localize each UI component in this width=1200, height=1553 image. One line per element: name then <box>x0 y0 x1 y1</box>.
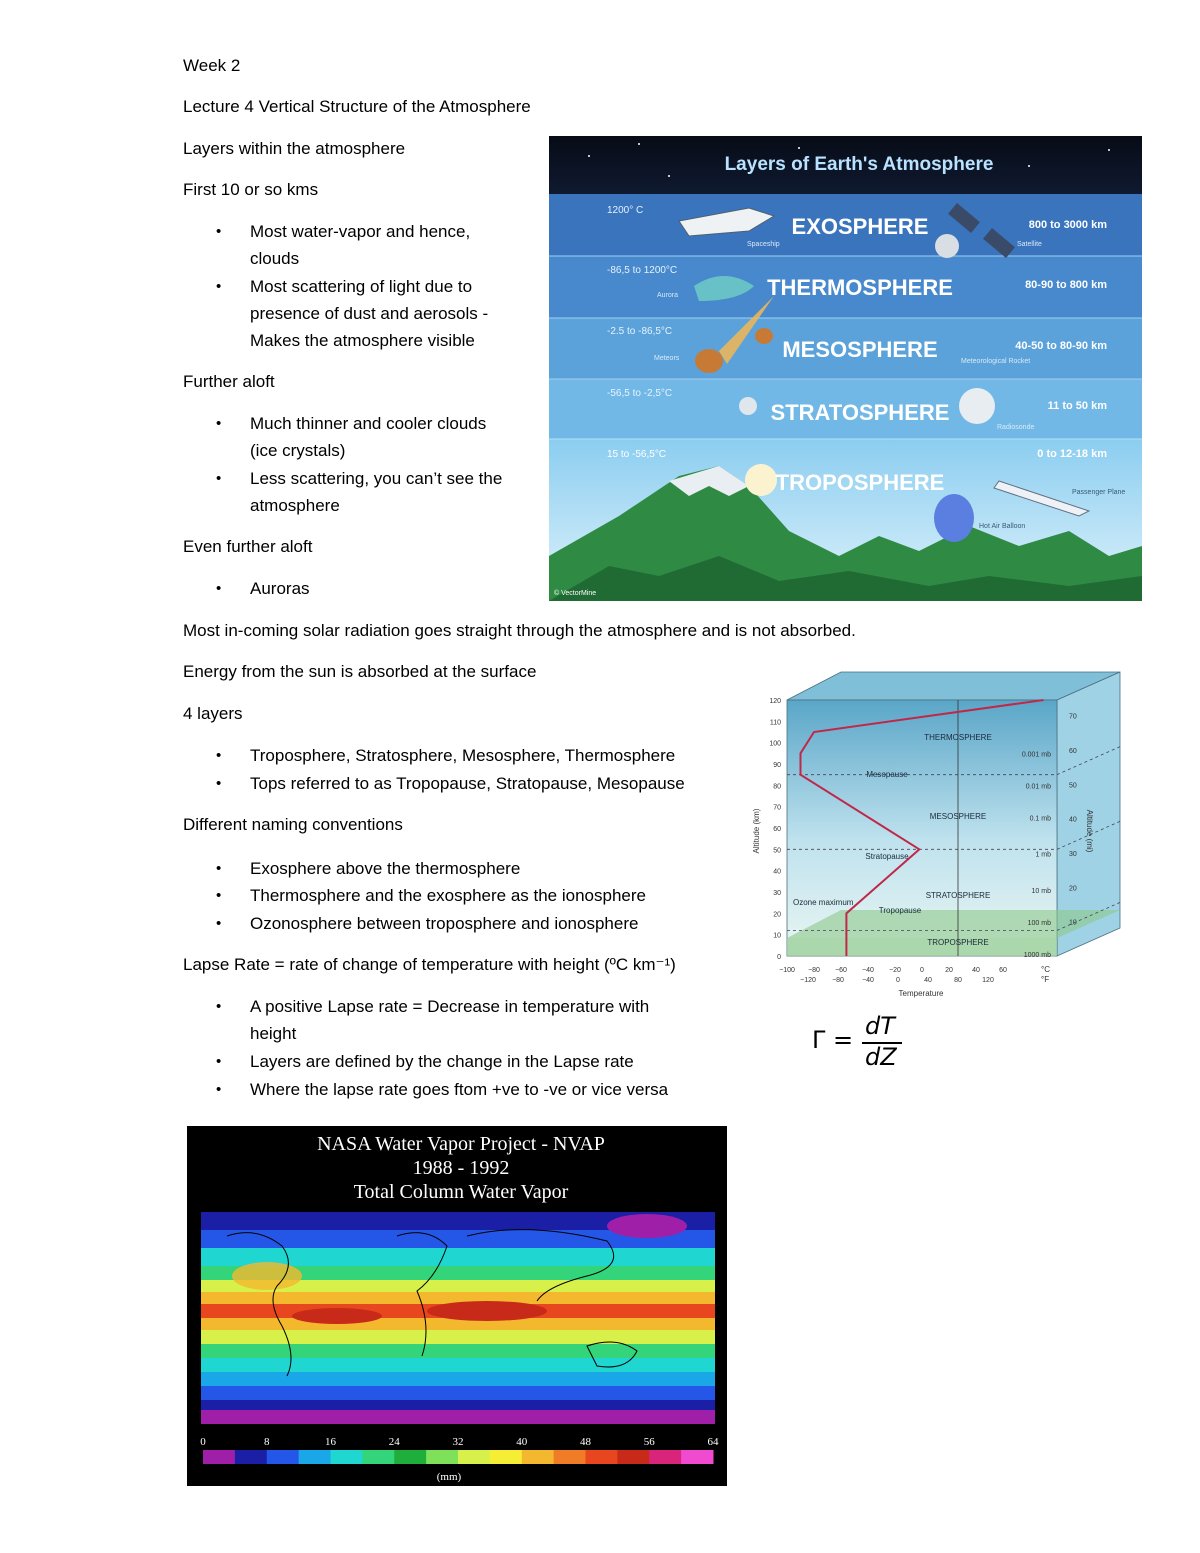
y-tick-label: 80 <box>773 783 781 791</box>
y-tick-label: 10 <box>773 932 781 940</box>
layer-temp: -86,5 to 1200°C <box>607 265 678 276</box>
layer-range: 40-50 to 80-90 km <box>1015 340 1107 352</box>
x-tick-label-f: −120 <box>800 977 816 984</box>
layers-within-heading: Layers within the atmosphere <box>183 139 406 158</box>
layer-temp: 1200° C <box>607 205 644 216</box>
x-tick-label: 40 <box>972 967 980 974</box>
axis-label: Altitude (km) <box>752 808 761 854</box>
further-heading: Further aloft <box>183 372 275 391</box>
right-tick-label: 10 <box>1069 919 1077 927</box>
x-tick-label-f: 120 <box>982 977 994 984</box>
map-subtitle: 1988 - 1992 <box>412 1157 510 1179</box>
water-vapor-map-figure <box>187 1126 727 1486</box>
bullet-text: Less scattering, you can’t see the <box>250 469 503 488</box>
colorbar-tick-label: 40 <box>516 1436 528 1448</box>
colorbar-swatch <box>426 1450 458 1464</box>
layer-label: TROPOSPHERE <box>927 938 989 947</box>
colorbar-unit: (mm) <box>436 1471 462 1483</box>
colorbar-swatch <box>331 1450 363 1464</box>
bullet-dot: • <box>216 998 222 1015</box>
colorbar-swatch <box>299 1450 331 1464</box>
layer-label: STRATOSPHERE <box>925 891 991 900</box>
x-tick-label-f: −40 <box>862 977 874 984</box>
ozone-label: Ozone maximum <box>793 898 854 907</box>
colorbar-tick-label: 32 <box>452 1436 464 1448</box>
bullet-text: Most water-vapor and hence, <box>250 222 471 241</box>
bullet-dot: • <box>216 580 222 597</box>
bullet-text: Auroras <box>250 579 310 598</box>
colorbar-swatch <box>362 1450 394 1464</box>
y-tick-label: 40 <box>773 868 781 876</box>
x-tick-label: 60 <box>999 967 1007 974</box>
y-tick-label: 20 <box>773 911 781 919</box>
pressure-label: 0.01 mb <box>1025 783 1051 791</box>
layer-range: 80-90 to 800 km <box>1025 279 1107 291</box>
unit-label: °C <box>1041 965 1050 974</box>
credit-text: © VectorMine <box>554 590 597 597</box>
layer-name: THERMOSPHERE <box>767 275 953 300</box>
figure-title: Layers of Earth's Atmosphere <box>724 154 994 175</box>
lecture-title: Lecture 4 Vertical Structure of the Atmosphere <box>183 97 531 116</box>
x-tick-label-f: 80 <box>954 977 962 984</box>
bullet-dot: • <box>216 415 222 432</box>
temperature-profile-figure <box>745 668 1125 1003</box>
layer-temp: -56,5 to -2,5°C <box>607 388 673 399</box>
colorbar-tick-label: 24 <box>388 1436 400 1448</box>
colorbar-swatch <box>649 1450 681 1464</box>
colorbar-swatch <box>522 1450 554 1464</box>
unit-label: °F <box>1041 975 1050 984</box>
bullet-text: Ozonosphere between troposphere and ionosphere <box>250 914 639 933</box>
week-heading: Week 2 <box>183 56 241 75</box>
layer-name: EXOSPHERE <box>791 214 929 239</box>
colorbar-swatch <box>235 1450 267 1464</box>
y-tick-label: 0 <box>777 954 781 961</box>
colorbar-swatch <box>586 1450 618 1464</box>
bullet-dot: • <box>216 470 222 487</box>
bullet-dot: • <box>216 223 222 240</box>
colorbar-swatch <box>617 1450 649 1464</box>
x-tick-label: −60 <box>835 967 847 974</box>
bullet-text: Exosphere above the thermosphere <box>250 859 521 878</box>
colorbar-swatch <box>203 1450 235 1464</box>
bullet-text: atmosphere <box>250 496 340 515</box>
y-tick-label: 110 <box>769 719 781 727</box>
bullet-dot: • <box>216 278 222 295</box>
bullet-text: Troposphere, Stratosphere, Mesosphere, Thermosphere <box>250 746 676 765</box>
bullet-text: A positive Lapse rate = Decrease in temperature with <box>250 997 650 1016</box>
layer-temp: -2.5 to -86,5°C <box>607 326 673 337</box>
formula-denominator: dZ <box>865 1043 897 1071</box>
object-label: Spaceship <box>747 241 780 248</box>
lapse-rate-formula <box>808 1010 918 1076</box>
y-tick-label: 30 <box>773 890 781 897</box>
right-tick-label: 60 <box>1069 748 1077 756</box>
colorbar-tick-label: 8 <box>264 1436 270 1448</box>
y-tick-label: 50 <box>773 847 781 855</box>
energy-text: Energy from the sun is absorbed at the surface <box>183 662 537 681</box>
object-label: Aurora <box>657 292 679 299</box>
colorbar-swatch <box>267 1450 299 1464</box>
bullet-dot: • <box>216 915 222 932</box>
x-tick-label: −100 <box>779 967 795 974</box>
layer-name: MESOSPHERE <box>782 337 938 362</box>
x-tick-label-f: 40 <box>924 977 932 984</box>
atmosphere-layers-figure <box>549 136 1142 601</box>
layer-label: THERMOSPHERE <box>924 733 992 742</box>
pressure-label: 10 mb <box>1031 887 1051 895</box>
map-subtitle: Total Column Water Vapor <box>353 1181 569 1203</box>
right-tick-label: 30 <box>1069 851 1077 859</box>
x-tick-label-f: −80 <box>832 977 844 984</box>
right-tick-label: 40 <box>1069 816 1077 824</box>
bullet-dot: • <box>216 747 222 764</box>
layer-label: Tropopause <box>878 906 922 915</box>
x-tick-label: −80 <box>808 967 820 974</box>
layer-range: 800 to 3000 km <box>1028 219 1107 231</box>
layer-range: 0 to 12-18 km <box>1037 448 1107 460</box>
bullet-text: (ice crystals) <box>250 441 346 460</box>
colorbar-tick-label: 16 <box>325 1436 336 1448</box>
colorbar-swatch <box>681 1450 713 1464</box>
layer-label: Mesopause <box>866 770 908 779</box>
layer-label: Stratopause <box>865 852 909 861</box>
object-label: Radiosonde <box>997 424 1035 431</box>
colorbar-swatch <box>458 1450 490 1464</box>
right-tick-label: 20 <box>1069 885 1077 893</box>
colorbar-swatch <box>490 1450 522 1464</box>
bullet-text: Most scattering of light due to <box>250 277 473 296</box>
colorbar-swatch <box>554 1450 586 1464</box>
y-tick-label: 100 <box>769 740 781 748</box>
bullet-dot: • <box>216 860 222 877</box>
layer-name: STRATOSPHERE <box>770 400 950 425</box>
pressure-label: 100 mb <box>1027 919 1051 927</box>
object-label: Passenger Plane <box>1072 489 1126 496</box>
naming-heading: Different naming conventions <box>183 815 403 834</box>
bullet-text: Much thinner and cooler clouds <box>250 414 487 433</box>
layer-label: MESOSPHERE <box>929 812 987 821</box>
bullet-text: presence of dust and aerosols - <box>250 304 489 323</box>
x-tick-label: −20 <box>889 967 901 974</box>
bullet-dot: • <box>216 1081 222 1098</box>
layer-range: 11 to 50 km <box>1047 400 1107 412</box>
pressure-label: 1 mb <box>1035 851 1051 859</box>
colorbar-tick-label: 48 <box>580 1436 591 1448</box>
colorbar-swatch <box>394 1450 426 1464</box>
even-further-heading: Even further aloft <box>183 537 313 556</box>
layer-temp: 15 to -56,5°C <box>607 449 667 460</box>
axis-label: Altitude (mi) <box>1085 809 1094 853</box>
formula-lhs: Γ = <box>812 1026 854 1054</box>
right-tick-label: 70 <box>1069 713 1077 721</box>
x-tick-label: −40 <box>862 967 874 974</box>
bullet-text: Where the lapse rate goes ftom +ve to -ve or vice versa <box>250 1080 669 1099</box>
bullet-text: clouds <box>250 249 300 268</box>
x-tick-label: 0 <box>920 967 924 974</box>
bullet-text: Layers are defined by the change in the Lapse rate <box>250 1052 634 1071</box>
object-label: Satellite <box>1017 241 1042 248</box>
four-layers-heading: 4 layers <box>183 704 243 723</box>
formula-numerator: dT <box>865 1012 895 1040</box>
x-tick-label: 20 <box>945 967 953 974</box>
first10-heading: First 10 or so kms <box>183 180 319 199</box>
object-label: Meteors <box>654 355 680 362</box>
colorbar-tick-label: 56 <box>643 1436 655 1448</box>
bullet-text: Thermosphere and the exosphere as the ionosphere <box>250 886 646 905</box>
object-label: Meteorological Rocket <box>961 358 1031 365</box>
bullet-text: Makes the atmosphere visible <box>250 331 475 350</box>
y-tick-label: 60 <box>773 826 781 833</box>
bullet-dot: • <box>216 1053 222 1070</box>
pressure-label: 1000 mb <box>1023 952 1051 959</box>
bullet-text: height <box>250 1024 297 1043</box>
right-tick-label: 50 <box>1069 782 1077 790</box>
y-tick-label: 90 <box>773 762 781 769</box>
y-tick-label: 70 <box>773 804 781 812</box>
x-tick-label-f: 0 <box>896 977 900 984</box>
bullet-dot: • <box>216 887 222 904</box>
bullet-text: Tops referred to as Tropopause, Stratopause, Mesopause <box>250 774 685 793</box>
axis-label: Temperature <box>898 989 944 998</box>
object-label: Hot Air Balloon <box>979 523 1026 530</box>
layer-name: TROPOSPHERE <box>775 470 945 495</box>
solar-text: Most in-coming solar radiation goes straight through the atmosphere and is not absorbed. <box>183 621 856 640</box>
colorbar-tick-label: 0 <box>200 1436 206 1448</box>
lapse-rate-heading: Lapse Rate = rate of change of temperature with height (ºC km⁻¹) <box>183 955 676 974</box>
pressure-label: 0.1 mb <box>1029 815 1051 823</box>
map-title: NASA Water Vapor Project - NVAP <box>317 1133 605 1155</box>
pressure-label: 0.001 mb <box>1021 751 1051 759</box>
colorbar-tick-label: 64 <box>707 1436 719 1448</box>
y-tick-label: 120 <box>769 698 781 705</box>
bullet-dot: • <box>216 775 222 792</box>
